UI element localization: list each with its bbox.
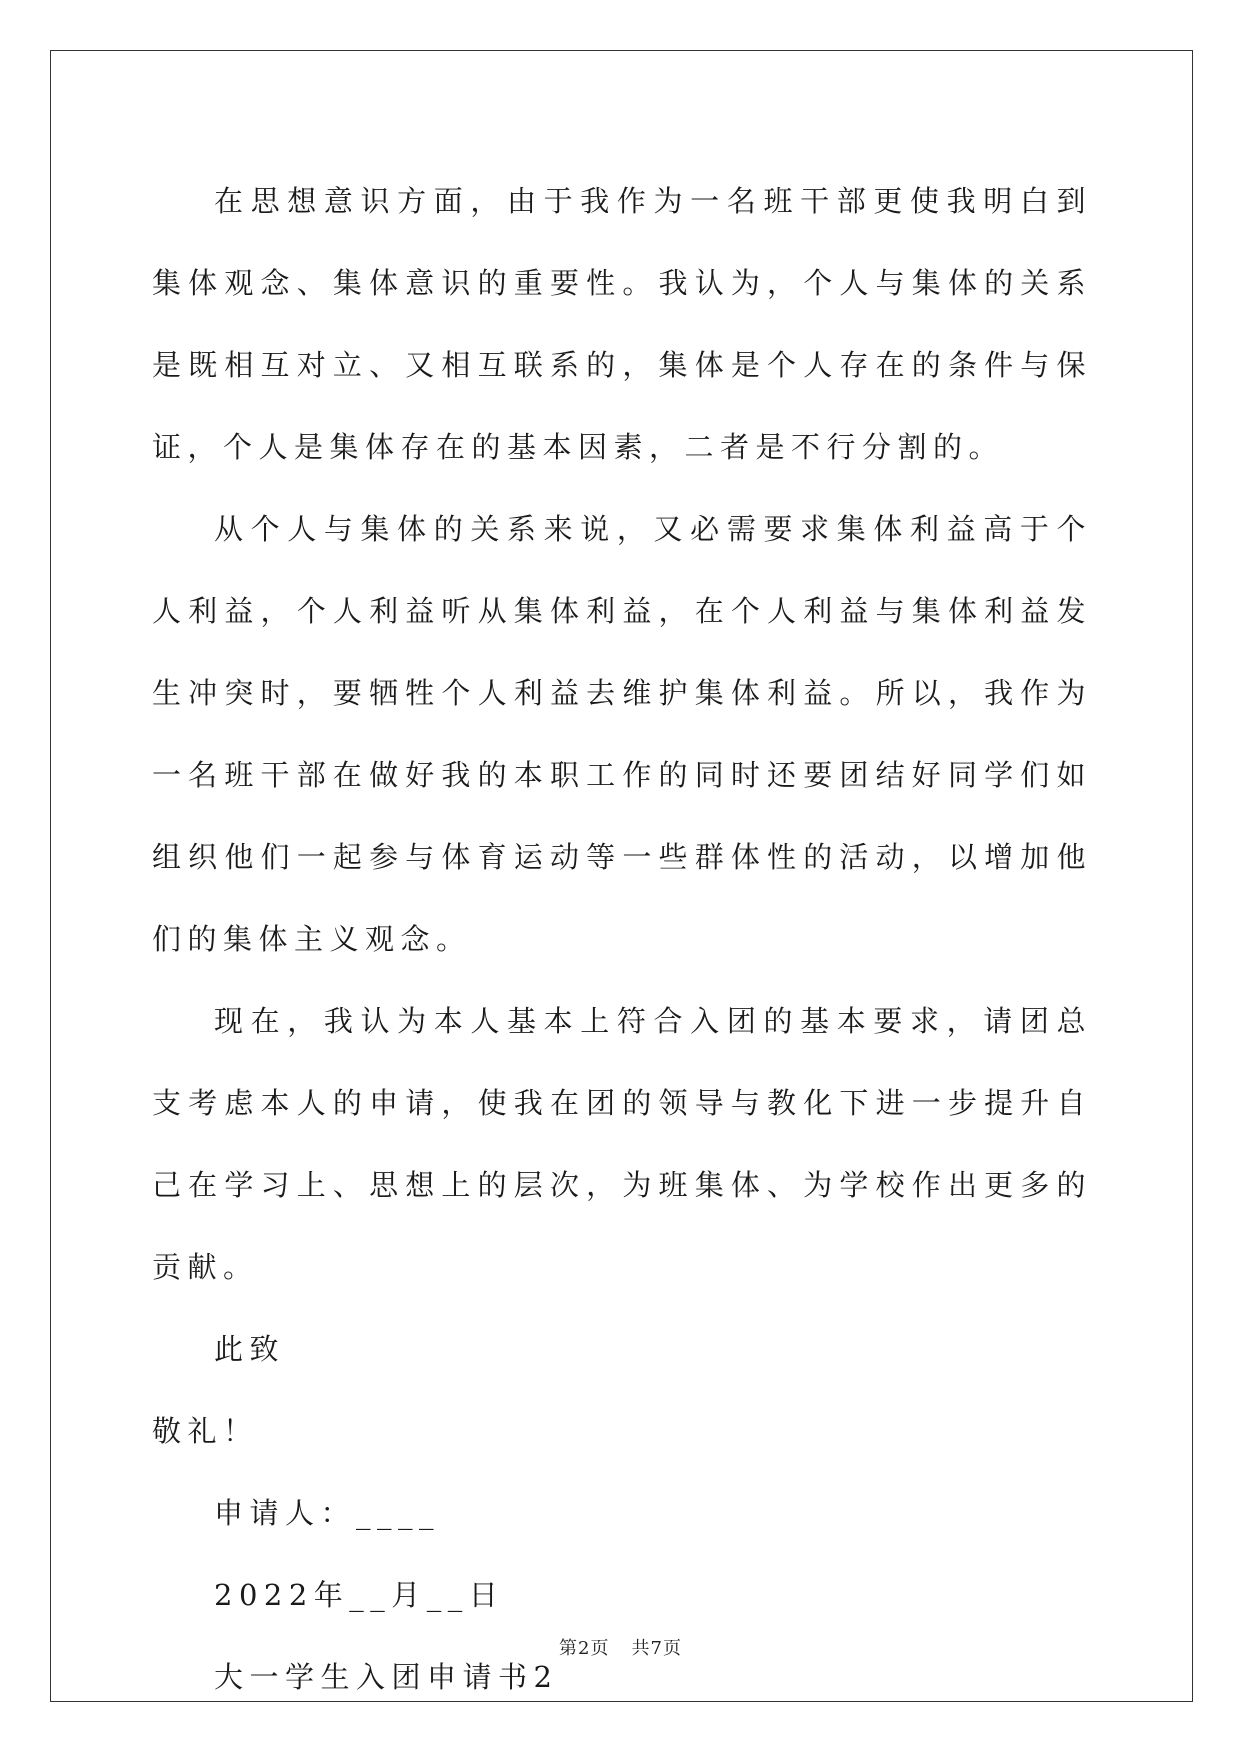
next-section-title: 大一学生入团申请书2	[214, 1660, 559, 1694]
salutation: 敬礼！	[152, 1414, 259, 1448]
applicant-signature-line: 申请人：____	[214, 1496, 441, 1530]
paragraph-collective-interest: 从个人与集体的关系来说，又必需要求集体利益高于个人利益，个人利益听从集体利益，在个人利益与集体利益发生冲突时，要牺牲个人利益去维护集体利益。所以，我作为一名班干部在做好我的本职工作的同时还要团结好同学们如组织他们一起参与体育运动等一些群体性的活动，以增加他们的集体主义观念。	[152, 512, 1092, 956]
paragraph-ideology: 在思想意识方面，由于我作为一名班干部更使我明白到集体观念、集体意识的重要性。我认为，个人与集体的关系是既相互对立、又相互联系的，集体是个人存在的条件与保证，个人是集体存在的基本因素，二者是不行分割的。	[152, 184, 1092, 464]
page-footer	[0, 1634, 1241, 1660]
date-line: 2022年__月__日	[214, 1578, 505, 1612]
paragraph-application-request: 现在，我认为本人基本上符合入团的基本要求，请团总支考虑本人的申请，使我在团的领导与教化下进一步提升自己在学习上、思想上的层次，为班集体、为学校作出更多的贡献。	[152, 1004, 1092, 1284]
document-body	[152, 160, 1092, 1718]
page-number: 第2页	[559, 1638, 610, 1659]
closing-phrase: 此致	[214, 1332, 286, 1366]
page-total: 共7页	[631, 1638, 682, 1659]
